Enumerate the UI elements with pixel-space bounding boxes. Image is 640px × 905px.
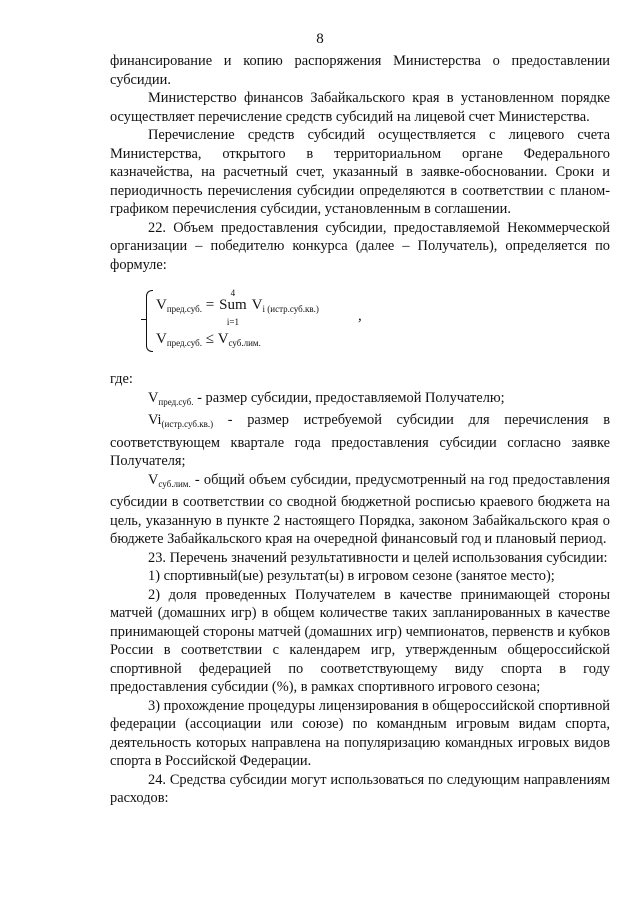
formula-row-sum: $V_{пред.суб.}$ = 4 Sum i=1 $V_{i (истр.суб.кв.)}$: [156, 288, 319, 327]
formula-brace: [146, 290, 153, 352]
sum-operator: 4 Sum i=1: [219, 288, 247, 327]
list-item-2: 2) доля проведенных Получателем в качестве принимающей стороны матчей (домашних игр) в общем количестве таких запланированных в качестве принимающей стороны матчей (домашних игр) чемпионатов, первенств и кубков России в соответствии с календарем игр, утвержденным общероссийской спортивной федерацией по соответствующему виду спорта в году предоставления субсидии (%), в рамках спортивного игрового сезона;: [110, 586, 610, 695]
paragraph-24-expenses: 24. Средства субсидии могут использоваться по следующим направлениям расходов:: [110, 771, 610, 806]
page-number: 8: [316, 31, 324, 47]
paragraph-financing-end: финансирование и копию распоряжения Министерства о предоставлении субсидии.: [110, 53, 610, 88]
paragraph-ministry-finance: Министерство финансов Забайкальского края в установленном порядке осуществляет перечисление средств субсидий на лицевой счет Министерства.: [110, 90, 610, 125]
paragraph-transfer-procedure: Перечисление средств субсидий осуществляется с лицевого счета Министерства, открытого в территориальном органе Федерального казначейства, на расчетный счет, указанный в заявке-обосновании. Сроки и периодичность перечисления субсидии определяются в соответствии с планом-графиком перечисления субсидии, установленным в соглашении.: [110, 127, 610, 217]
definition-vi-istr-sub: $Vi_{(истр.суб.кв.)}$ - размер истребуемой субсидии для перечисления в соответствующем квартале года предоставления субсидии согласно заявке Получателя;: [110, 412, 610, 469]
list-item-1: 1) спортивный(ые) результат(ы) в игровом сезоне (занятое место);: [148, 568, 555, 584]
paragraph-23-indicators: 23. Перечень значений результативности и целей использования субсидии:: [148, 549, 608, 566]
list-item-3: 3) прохождение процедуры лицензирования в общероссийской спортивной федерации (ассоциации или союзе) по командным игровым видам спорта, деятельность которых направлена на популяризацию командных игровых видов спорта в Российской Федерации.: [110, 697, 610, 769]
definition-v-sub-lim: $V_{суб.лим.}$ - общий объем субсидии, предусмотренный на год предоставления субсидии в соответствии со сводной бюджетной росписью краевого бюджета на цель, указанную в пункте 2 настоящего Порядка, законом Забайкальского края о бюджете Забайкальского края на очередной финансовый год и плановый период.: [110, 471, 610, 547]
formula-row-limit: $V_{пред.суб.} \le V_{суб.лим.}$: [156, 331, 261, 348]
document-body: [110, 0, 610, 808]
formula-comma: ,: [358, 308, 362, 324]
subsidy-formula: [146, 286, 610, 360]
paragraph-22-volume: 22. Объем предоставления субсидии, предоставляемой Некоммерческой организации – победителю конкурса (далее – Получатель), определяется по формуле:: [110, 219, 610, 273]
definition-v-pred-sub: $V_{пред.суб.}$ - размер субсидии, предоставляемой Получателю;: [148, 389, 505, 407]
where-label: где:: [110, 371, 133, 387]
